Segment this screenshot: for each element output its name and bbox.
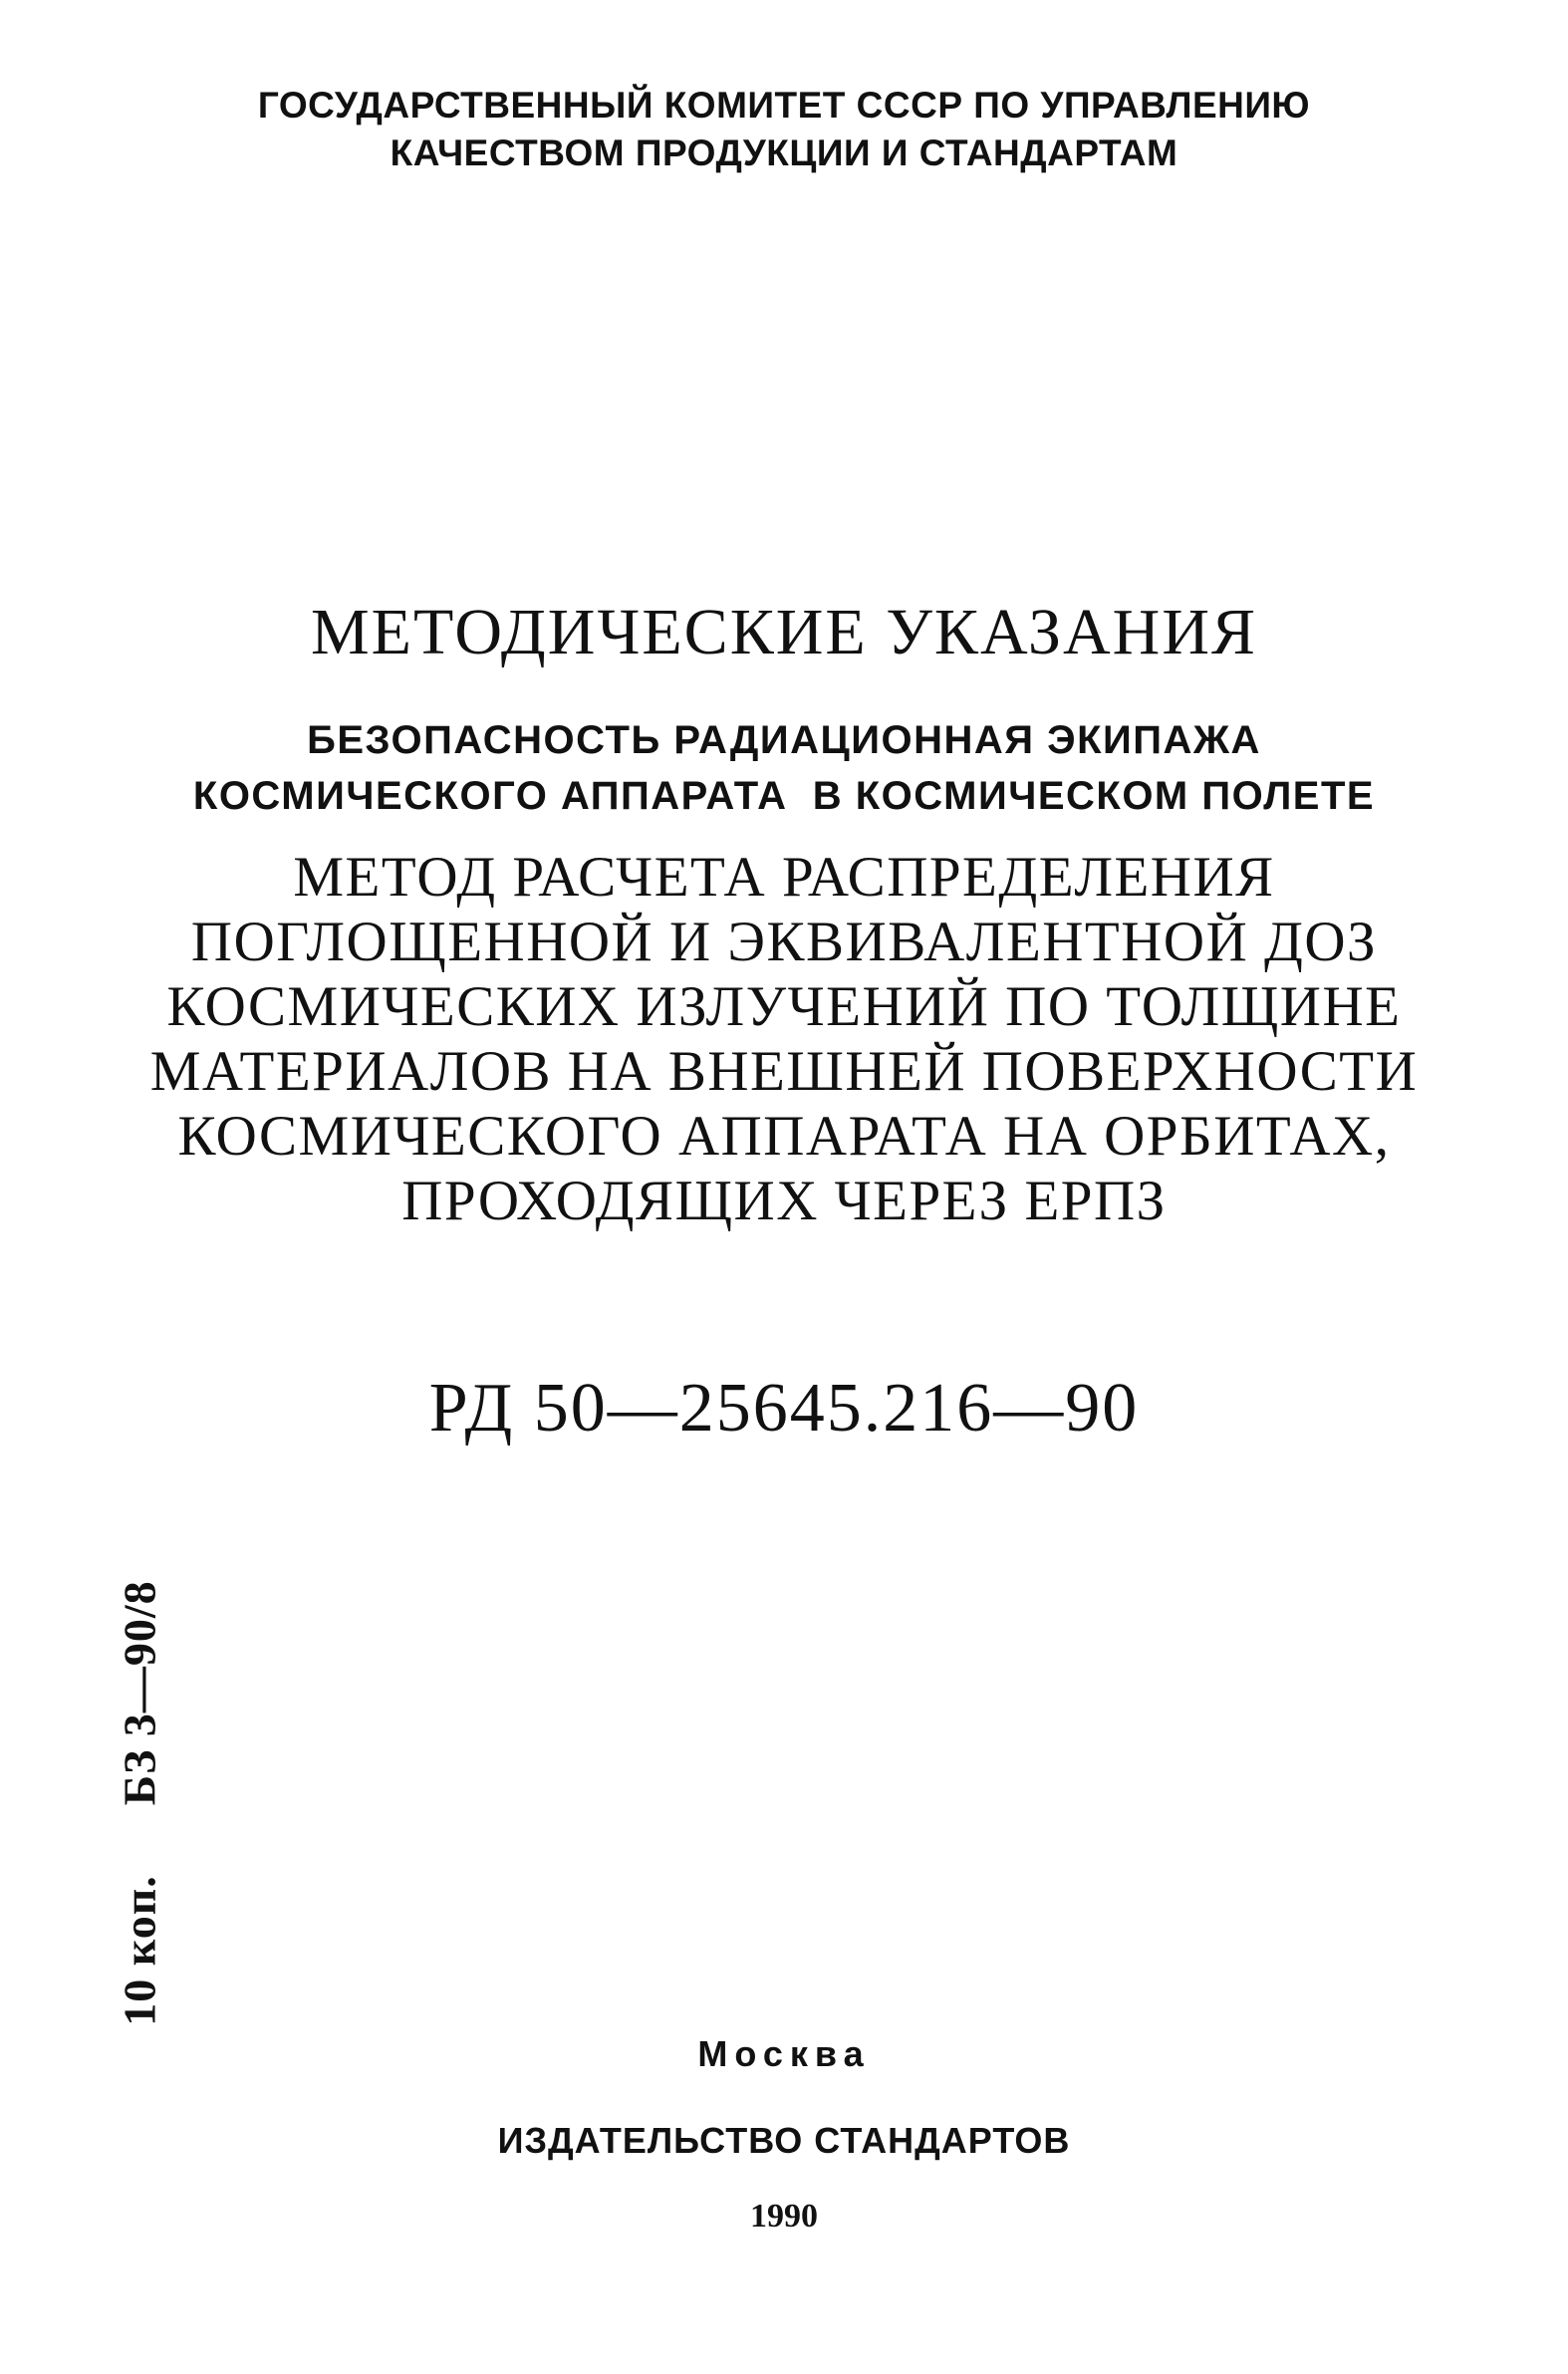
margin-note [114,1580,166,2025]
main-title-line: МАТЕРИАЛОВ НА ВНЕШНЕЙ ПОВЕРХНОСТИ [149,1040,1419,1103]
authority-line: ГОСУДАРСТВЕННЫЙ КОМИТЕТ СССР ПО УПРАВЛЕНИЮ [257,85,1311,126]
series-title-line: КОСМИЧЕСКОГО АППАРАТА В КОСМИЧЕСКОМ ПОЛЕТЕ [192,774,1376,818]
main-title-line: МЕТОД РАСЧЕТА РАСПРЕДЕЛЕНИЯ [293,846,1275,909]
main-title-line: ПРОХОДЯЩИХ ЧЕРЕЗ ЕРПЗ [401,1170,1167,1232]
authority-line: КАЧЕСТВОМ ПРОДУКЦИИ И СТАНДАРТАМ [390,132,1178,173]
issuing-authority [0,82,1568,177]
publisher-name: ИЗДАТЕЛЬСТВО СТАНДАРТОВ [497,2120,1071,2161]
order-code: БЗ 3—90/8 [114,1580,165,1806]
series-title-line: БЕЗОПАСНОСТЬ РАДИАЦИОННАЯ ЭКИПАЖА [307,718,1261,762]
price-label: 10 коп. [114,1875,165,2026]
publication-year: 1990 [750,2198,818,2235]
document-designation: РД 50—25645.216—90 [428,1370,1140,1447]
series-title [0,712,1568,824]
document-page: ГОСУДАРСТВЕННЫЙ КОМИТЕТ СССР ПО УПРАВЛЕНИЮ КАЧЕСТВОМ ПРОДУКЦИИ И СТАНДАРТАМ МЕТОДИЧЕСКИЕ УКАЗАНИЯ БЕЗОПАСНОСТЬ РАДИАЦИОННАЯ ЭКИПАЖА КОСМИЧЕСКОГО АППАРАТА В КОСМИЧЕСКОМ ПОЛЕТЕ МЕТОД РАСЧЕТА РАСПРЕДЕЛЕНИЯ ПОГЛОЩЕННОЙ И ЭКВИВАЛЕНТНОЙ ДОЗ КОСМИЧЕСКИХ ИЗЛУЧЕНИЙ ПО ТОЛЩИНЕ МАТЕРИАЛОВ НА ВНЕШНЕЙ ПОВЕРХНОСТИ КОСМИЧЕСКОГО АППАРАТА НА ОРБИТАХ, ПРОХОДЯЩИХ ЧЕРЕЗ ЕРПЗ РД 50—25645.216—90 10 коп.БЗ 3—90/8 Москва ИЗДАТЕЛЬСТВО СТАНДАРТОВ 1990 [0,0,1568,2374]
main-title-line: КОСМИЧЕСКИХ ИЗЛУЧЕНИЙ ПО ТОЛЩИНЕ [166,975,1402,1038]
main-title [0,845,1568,1233]
main-title-line: КОСМИЧЕСКОГО АППАРАТА НА ОРБИТАХ, [177,1105,1391,1168]
document-type: МЕТОДИЧЕСКИЕ УКАЗАНИЯ [310,596,1258,668]
main-title-line: ПОГЛОЩЕННОЙ И ЭКВИВАЛЕНТНОЙ ДОЗ [190,911,1378,973]
